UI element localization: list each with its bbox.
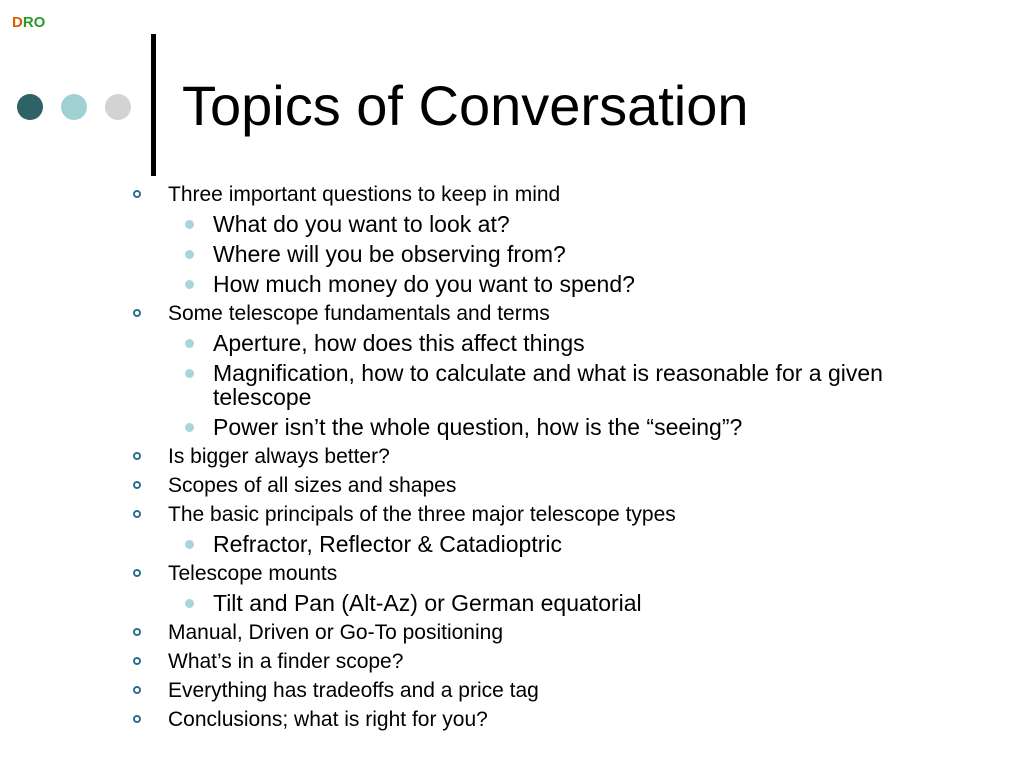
list-subitem — [0, 328, 1024, 358]
list-item-text: What’s in a finder scope? — [168, 650, 404, 673]
list-item — [0, 647, 1024, 676]
list-item-text: Is bigger always better? — [168, 445, 390, 468]
list-item-text: Conclusions; what is right for you? — [168, 708, 488, 731]
ring-bullet-icon — [133, 190, 141, 198]
topic-list — [0, 180, 1024, 734]
decor-dot-gray — [105, 94, 131, 120]
list-item-text: Scopes of all sizes and shapes — [168, 474, 457, 497]
list-subitem-text: What do you want to look at? — [213, 211, 510, 237]
dot-bullet-icon — [185, 280, 194, 289]
ring-bullet-icon — [133, 510, 141, 518]
dot-bullet-icon — [185, 423, 194, 432]
dro-logo — [12, 14, 45, 31]
ring-bullet-icon — [133, 569, 141, 577]
ring-bullet-icon — [133, 452, 141, 460]
logo-letters-ro: RO — [22, 14, 46, 31]
dot-bullet-icon — [185, 369, 194, 378]
dot-bullet-icon — [185, 339, 194, 348]
list-subitem — [0, 269, 1024, 299]
list-item — [0, 676, 1024, 705]
list-item — [0, 618, 1024, 647]
decor-dot-light — [61, 94, 87, 120]
list-item-text: Manual, Driven or Go-To positioning — [168, 621, 503, 644]
list-subitem-text: Refractor, Reflector & Catadioptric — [213, 531, 562, 557]
list-subitem — [0, 412, 1024, 442]
dot-bullet-icon — [185, 220, 194, 229]
list-item-text: Three important questions to keep in mind — [168, 183, 561, 206]
list-item — [0, 500, 1024, 529]
logo-letter-d: D — [12, 14, 23, 31]
list-item — [0, 705, 1024, 734]
list-item-text: Some telescope fundamentals and terms — [168, 302, 550, 325]
dot-bullet-icon — [185, 540, 194, 549]
list-subitem-text: Where will you be observing from? — [213, 241, 566, 267]
dot-bullet-icon — [185, 599, 194, 608]
list-subitem-text: How much money do you want to spend? — [213, 271, 635, 297]
list-subitem-text: Power isn’t the whole question, how is the “seeing”? — [213, 414, 743, 440]
list-item — [0, 442, 1024, 471]
list-item — [0, 559, 1024, 588]
list-item-text: Telescope mounts — [168, 562, 338, 585]
ring-bullet-icon — [133, 715, 141, 723]
list-item — [0, 180, 1024, 209]
dot-bullet-icon — [185, 250, 194, 259]
list-subitem — [0, 588, 1024, 618]
list-item — [0, 471, 1024, 500]
ring-bullet-icon — [133, 686, 141, 694]
title-divider — [151, 34, 156, 176]
list-subitem-text: Magnification, how to calculate and what is reasonable for a given telescope — [213, 360, 883, 410]
list-item-text: The basic principals of the three major telescope types — [168, 503, 676, 526]
list-subitem — [0, 209, 1024, 239]
list-subitem-text: Aperture, how does this affect things — [213, 330, 585, 356]
list-subitem — [0, 358, 1024, 412]
decor-dot-dark — [17, 94, 43, 120]
ring-bullet-icon — [133, 309, 141, 317]
list-item-text: Everything has tradeoffs and a price tag — [168, 679, 539, 702]
list-subitem — [0, 239, 1024, 269]
slide-title: Topics of Conversation — [182, 74, 749, 137]
ring-bullet-icon — [133, 628, 141, 636]
list-subitem-text: Tilt and Pan (Alt-Az) or German equatorial — [213, 590, 642, 616]
list-subitem — [0, 529, 1024, 559]
list-item — [0, 299, 1024, 328]
ring-bullet-icon — [133, 481, 141, 489]
ring-bullet-icon — [133, 657, 141, 665]
